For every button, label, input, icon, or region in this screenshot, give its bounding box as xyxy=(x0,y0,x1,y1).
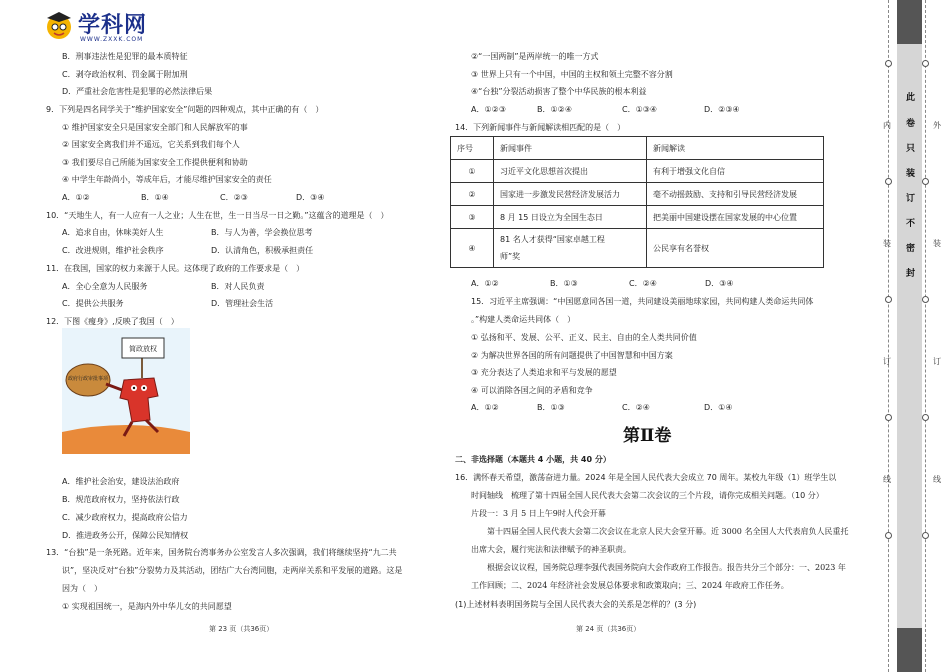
outer-label: 外 xyxy=(933,121,941,130)
q16-line-4: 第十四届全国人民代表大会第二次会议在北京人民大会堂开幕。近 3000 名全国人大代表肩负人民重托 xyxy=(487,527,849,536)
inner-label: 线 xyxy=(883,475,891,484)
q13-option-d: D．②③④ xyxy=(704,105,740,114)
q16-line-2: 时间轴线 梳理了第十四届全国人民代表大会第二次会议的三个片段，请你完成相关问题。（10 分） xyxy=(471,491,824,500)
q9-item-4: ④ 中学生年龄尚小，等成年后，才能尽维护国家安全的责任 xyxy=(62,175,272,184)
q9-option-d: D．③④ xyxy=(296,193,325,202)
table-header-row xyxy=(451,137,824,160)
q16-line-6: 根据会议议程，国务院总理李强代表国务院向大会作政府工作报告。报告共分三个部分：一、2023 年 xyxy=(487,563,846,572)
q13-option-c: C．①③④ xyxy=(622,105,658,114)
table-row xyxy=(451,183,824,206)
table-cell: ② xyxy=(451,183,494,206)
binding-hole xyxy=(922,178,929,185)
binding-strip-top xyxy=(897,0,922,44)
notice-char: 不 xyxy=(906,219,916,229)
q14-stem: 14．下列新闻事件与新闻解读相匹配的是（ ） xyxy=(455,123,626,132)
binding-hole xyxy=(922,296,929,303)
footer-left: 第 23 页（共36页） xyxy=(209,625,274,633)
q15-option-a: A．①② xyxy=(471,403,499,412)
table-header-cell: 新闻事件 xyxy=(494,137,647,160)
table-row xyxy=(451,160,824,183)
notice-char: 只 xyxy=(906,144,916,154)
inner-binding-line xyxy=(888,0,889,672)
table-header-cell: 序号 xyxy=(451,137,494,160)
binding-hole xyxy=(922,60,929,67)
table-cell: 8 月 15 日设立为全国生态日 xyxy=(494,206,647,229)
q9-item-2: ② 国家安全离我们并不遥远，它关系到我们每个人 xyxy=(62,140,240,149)
cartoon-sign-text: 简政放权 xyxy=(129,345,157,353)
part-two-title: 第Ⅱ卷 xyxy=(623,426,672,446)
bag xyxy=(66,364,110,396)
q16-line-5: 出席大会，履行宪法和法律赋予的神圣职责。 xyxy=(471,545,631,554)
q12-option-d: D．推进政务公开，保障公民知情权 xyxy=(62,531,189,540)
binding-hole xyxy=(922,414,929,421)
binding-hole xyxy=(885,178,892,185)
q9-option-b: B．①④ xyxy=(141,193,169,202)
q14-option-c: C．②④ xyxy=(629,279,657,288)
q12-option-a: A．维护社会治安，建设法治政府 xyxy=(62,477,180,486)
q10-stem: 10．“天地生人，有一人应有一人之业；人生在世，生一日当尽一日之勤。”这蕴含的道理是（ ） xyxy=(46,211,389,220)
logo xyxy=(44,8,164,48)
cartoon-bag-text: 政府行政审批事项 xyxy=(67,376,109,382)
table-row xyxy=(451,206,824,229)
binding-hole xyxy=(885,296,892,303)
q9-item-3: ③ 我们要尽自己所能为国家安全工作提供便利和协助 xyxy=(62,158,248,167)
table-cell: 国家进一步激发民营经济发展活力 xyxy=(494,183,647,206)
binding-strip-bottom xyxy=(897,628,922,672)
q11-option-c: C．提供公共服务 xyxy=(62,299,124,308)
outer-binding-line xyxy=(925,0,926,672)
q13-item-2: ②“一国两制”是两岸统一的唯一方式 xyxy=(471,52,599,61)
q13-item-3: ③ 世界上只有一个中国，中国的主权和领土完整不容分割 xyxy=(471,70,673,79)
outer-label: 线 xyxy=(933,475,941,484)
q15-option-d: D．①④ xyxy=(704,403,733,412)
table-cell: 毫不动摇鼓励、支持和引导民营经济发展 xyxy=(647,183,824,206)
q12-option-c: C．减少政府权力，提高政府公信力 xyxy=(62,513,188,522)
outer-label: 订 xyxy=(933,357,941,366)
inner-label: 内 xyxy=(883,121,891,130)
q13-line-1: 13．“台独”是一条死路。近年来，国务院台湾事务办公室发言人多次强调，我们将继续坚持“九二共 xyxy=(46,548,397,557)
q11-option-d: D．管理社会生活 xyxy=(211,299,274,308)
q13-option-a: A．①②③ xyxy=(471,105,506,114)
q8-option-d: D．严重社会危害性是犯罪的必然法律后果 xyxy=(62,87,213,96)
q16-line-7: 工作回顾；二、2024 年经济社会发展总体要求和政策取向；三、2024 年政府工作任务。 xyxy=(471,581,789,590)
q11-option-a: A．全心全意为人民服务 xyxy=(62,282,148,291)
q13-item-1: ① 实现祖国统一，是海内外中华儿女的共同愿望 xyxy=(62,602,232,611)
q11-stem: 11．在我国，国家的权力来源于人民。这体现了政府的工作要求是（ ） xyxy=(46,264,305,273)
table-cell-line: 师”奖 xyxy=(500,252,521,261)
q13-item-4: ④“台独”分裂活动损害了整个中华民族的根本利益 xyxy=(471,87,647,96)
q15-line-1: 15．习近平主席强调：“中国愿意同各国一道，共同建设美丽地球家园，共同构建人类命运共同体 xyxy=(471,297,814,306)
cartoon-slimming xyxy=(62,328,190,454)
inner-label: 订 xyxy=(883,357,891,366)
q8-option-b: B．刑事违法性是犯罪的最本质特征 xyxy=(62,52,188,61)
q16-line-1: 16．满怀春天希望，激荡奋进力量。2024 年是全国人民代表大会成立 70 周年。某校九年级（1）班学生以 xyxy=(455,473,837,482)
q15-item-3: ③ 充分表达了人类追求和平与发展的愿望 xyxy=(471,368,617,377)
table-cell: ④ xyxy=(451,229,494,268)
binding-hole xyxy=(885,532,892,539)
notice-char: 此 xyxy=(906,93,916,103)
notice-char: 封 xyxy=(906,269,916,279)
q10-option-d: D．认清角色，积极承担责任 xyxy=(211,246,314,255)
q10-option-c: C．改进规则，维护社会秩序 xyxy=(62,246,164,255)
q9-item-1: ① 维护国家安全只是国家安全部门和人民解放军的事 xyxy=(62,123,248,132)
q14-option-a: A．①② xyxy=(471,279,499,288)
binding-hole xyxy=(885,414,892,421)
table-cell: 把美丽中国建设摆在国家发展的中心位置 xyxy=(647,206,824,229)
table-cell: 有利于增强文化自信 xyxy=(647,160,824,183)
notice-char: 装 xyxy=(906,169,916,179)
table-cell: 习近平文化思想首次提出 xyxy=(494,160,647,183)
q16-fragment-1: 片段一：3 月 5 日上午9时人代会开幕 xyxy=(471,509,606,518)
q16-subquestion-1: (1)上述材料表明国务院与全国人民代表大会的关系是怎样的？(3 分) xyxy=(455,600,697,609)
q15-item-2: ② 为解决世界各国的所有问题提供了中国智慧和中国方案 xyxy=(471,351,673,360)
q10-option-b: B．与人为善，学会换位思考 xyxy=(211,228,313,237)
logo-url: WWW.ZXXK.COM xyxy=(80,36,144,43)
q13-line-2: 识”，坚决反对“台独”分裂势力及其活动，团结广大台湾同胞，走两岸关系和平发展的道路。这是 xyxy=(62,566,403,575)
q9-stem: 9．下列是四名同学关于”维护国家安全”问题的四种观点，其中正确的有（ ） xyxy=(46,105,324,114)
table-cell xyxy=(494,229,647,268)
outer-label: 装 xyxy=(933,239,941,248)
footer-right: 第 24 页（共36页） xyxy=(576,625,641,633)
notice-char: 订 xyxy=(906,194,916,204)
section-heading: 二、非选择题（本题共 4 小题，共 40 分） xyxy=(455,455,611,464)
news-table xyxy=(450,136,824,268)
q12-option-b: B．规范政府权力，坚持依法行政 xyxy=(62,495,180,504)
q12-stem: 12．下图《瘦身》,反映了我国（ ） xyxy=(46,317,179,326)
q14-option-d: D．③④ xyxy=(705,279,734,288)
binding-hole xyxy=(922,532,929,539)
q14-option-b: B．①③ xyxy=(550,279,578,288)
q11-option-b: B．对人民负责 xyxy=(211,282,265,291)
q13-option-b: B．①②④ xyxy=(537,105,573,114)
q13-line-3: 因为（ ） xyxy=(62,584,102,593)
table-cell-line: 81 名人才获得“国家卓越工程 xyxy=(500,235,605,244)
q15-item-4: ④ 可以消除各国之间的矛盾和竞争 xyxy=(471,386,593,395)
q15-option-b: B．①③ xyxy=(537,403,565,412)
notice-char: 卷 xyxy=(906,119,916,129)
q9-option-a: A．①② xyxy=(62,193,90,202)
notice-char: 密 xyxy=(906,244,916,254)
q15-line-2: 。”构建人类命运共同体（ ） xyxy=(471,315,576,324)
q8-option-c: C．剥夺政治权利、罚金属于附加刑 xyxy=(62,70,188,79)
binding-hole xyxy=(885,60,892,67)
table-cell: 公民享有名誉权 xyxy=(647,229,824,268)
logo-brand: 学科网 xyxy=(78,13,148,38)
table-row xyxy=(451,229,824,268)
table-cell: ① xyxy=(451,160,494,183)
q15-item-1: ① 弘扬和平、发展、公平、正义、民主、自由的全人类共同价值 xyxy=(471,333,697,342)
inner-label: 装 xyxy=(883,239,891,248)
table-header-cell: 新闻解读 xyxy=(647,137,824,160)
table-cell: ③ xyxy=(451,206,494,229)
q15-option-c: C．②④ xyxy=(622,403,650,412)
q10-option-a: A．追求自由，休味美好人生 xyxy=(62,228,164,237)
q9-option-c: C．②③ xyxy=(220,193,248,202)
mascot-icon xyxy=(44,10,74,40)
